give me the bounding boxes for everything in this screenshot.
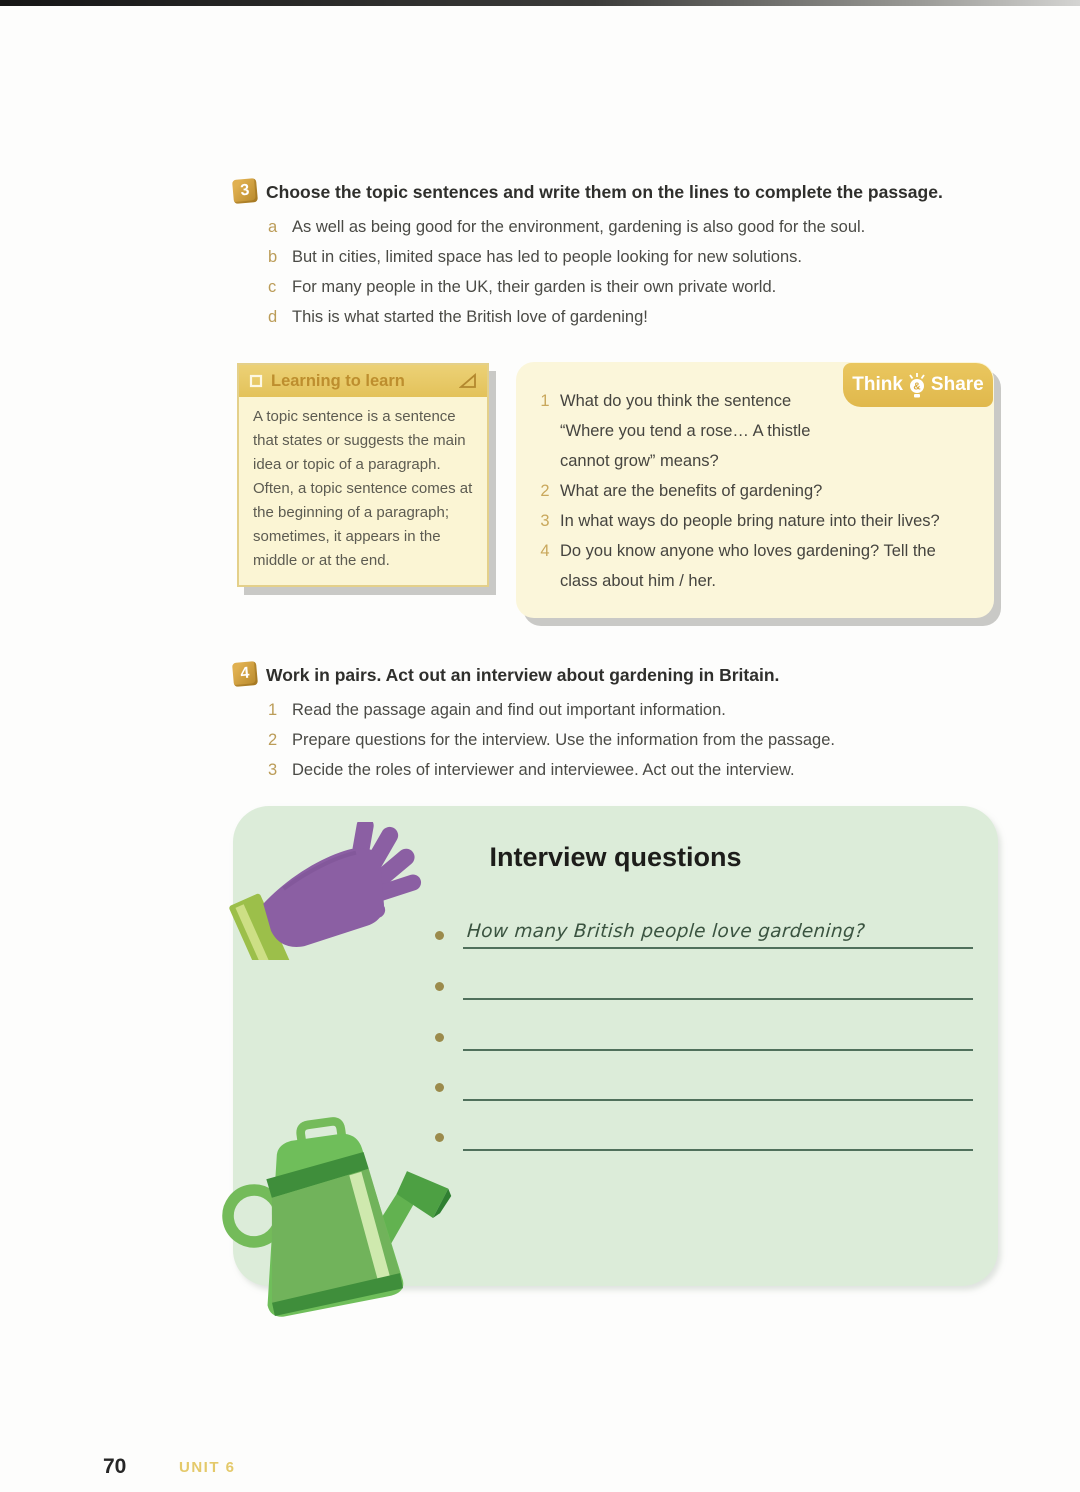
svg-text:&: & bbox=[913, 381, 921, 392]
option-letter: b bbox=[268, 248, 278, 266]
option-row bbox=[268, 212, 1023, 242]
step-number: 3 bbox=[268, 761, 278, 779]
answer-line bbox=[463, 1019, 973, 1051]
watering-can-illustration bbox=[211, 1108, 461, 1330]
question-number: 3 bbox=[540, 512, 550, 530]
learning-to-learn-body: A topic sentence is a sentence that states or suggests the main idea or topic of a paragraph. Often, a topic sentence comes at the beginning of a paragraph; sometimes, it appears in the middle or at the end. bbox=[253, 408, 473, 569]
square-icon bbox=[249, 374, 263, 388]
unit-label: UNIT 6 bbox=[179, 1459, 236, 1476]
step-row bbox=[268, 725, 1023, 755]
learning-to-learn-box bbox=[237, 363, 489, 587]
answer-line bbox=[463, 968, 973, 1000]
question-row bbox=[530, 476, 976, 506]
answer-row bbox=[433, 968, 973, 1000]
option-text: For many people in the UK, their garden is their own private world. bbox=[292, 278, 777, 296]
option-letter: c bbox=[268, 278, 277, 296]
exercise-3-options bbox=[233, 212, 1023, 332]
interview-title: Interview questions bbox=[489, 842, 742, 872]
bullet-icon bbox=[435, 1033, 444, 1042]
question-text: Do you know anyone who loves gardening? Tell the class about him / her. bbox=[560, 542, 936, 590]
answer-row bbox=[433, 1119, 973, 1151]
step-row bbox=[268, 755, 1023, 785]
option-letter: d bbox=[268, 308, 278, 326]
question-number: 1 bbox=[540, 392, 550, 410]
interview-panel bbox=[233, 806, 998, 1286]
question-row bbox=[530, 536, 976, 596]
exercise-number-badge: 4 bbox=[232, 661, 258, 687]
answer-line bbox=[463, 1119, 973, 1151]
step-text: Decide the roles of interviewer and interviewee. Act out the interview. bbox=[292, 761, 795, 779]
exercise-4-steps bbox=[233, 695, 1023, 785]
lightbulb-icon bbox=[906, 372, 928, 399]
answer-line bbox=[463, 917, 973, 949]
question-text: What do you think the sentence “Where you tend a rose… A thistle cannot grow” means? bbox=[560, 392, 811, 470]
learning-to-learn-header bbox=[239, 365, 487, 397]
exercise-3-title: Choose the topic sentences and write them on the lines to complete the passage. bbox=[266, 182, 943, 202]
think-label: Think bbox=[852, 374, 903, 395]
option-row bbox=[268, 242, 1023, 272]
answer-row bbox=[433, 917, 973, 949]
option-letter: a bbox=[268, 218, 278, 236]
exercise-3-header bbox=[233, 180, 1023, 204]
think-share-box bbox=[516, 362, 994, 618]
share-label: Share bbox=[930, 374, 984, 395]
question-text: What are the benefits of gardening? bbox=[560, 482, 823, 500]
garden-glove-illustration bbox=[227, 822, 442, 960]
bullet-icon bbox=[435, 982, 444, 991]
question-text: In what ways do people bring nature into their lives? bbox=[560, 512, 940, 530]
option-text: As well as being good for the environment, gardening is also good for the soul. bbox=[292, 218, 866, 236]
exercise-4-header bbox=[233, 663, 1023, 687]
bullet-icon bbox=[435, 1083, 444, 1092]
answer-row bbox=[433, 1019, 973, 1051]
option-text: But in cities, limited space has led to people looking for new solutions. bbox=[292, 248, 802, 266]
page-top-edge bbox=[0, 0, 1080, 6]
question-number: 4 bbox=[540, 542, 550, 560]
step-text: Prepare questions for the interview. Use the information from the passage. bbox=[292, 731, 835, 749]
step-number: 2 bbox=[268, 731, 278, 749]
option-row bbox=[268, 272, 1023, 302]
page-number: 70 bbox=[103, 1455, 127, 1478]
step-number: 1 bbox=[268, 701, 278, 719]
step-row bbox=[268, 695, 1023, 725]
question-row bbox=[530, 386, 828, 476]
think-share-badge bbox=[843, 363, 993, 407]
question-number: 2 bbox=[540, 482, 550, 500]
exercise-3 bbox=[233, 180, 1023, 332]
option-row bbox=[268, 302, 1023, 332]
exercise-4 bbox=[233, 663, 1023, 785]
bullet-icon bbox=[435, 931, 444, 940]
question-row bbox=[530, 506, 976, 536]
triangle-icon bbox=[459, 373, 477, 389]
answer-row bbox=[433, 1069, 973, 1101]
learning-to-learn-title: Learning to learn bbox=[271, 371, 405, 390]
answer-line bbox=[463, 1069, 973, 1101]
option-text: This is what started the British love of gardening! bbox=[292, 308, 648, 326]
exercise-4-title: Work in pairs. Act out an interview about gardening in Britain. bbox=[266, 665, 780, 685]
step-text: Read the passage again and find out important information. bbox=[292, 701, 726, 719]
exercise-number-badge: 3 bbox=[232, 178, 258, 204]
handwritten-question: How many British people love gardening? bbox=[466, 921, 866, 942]
